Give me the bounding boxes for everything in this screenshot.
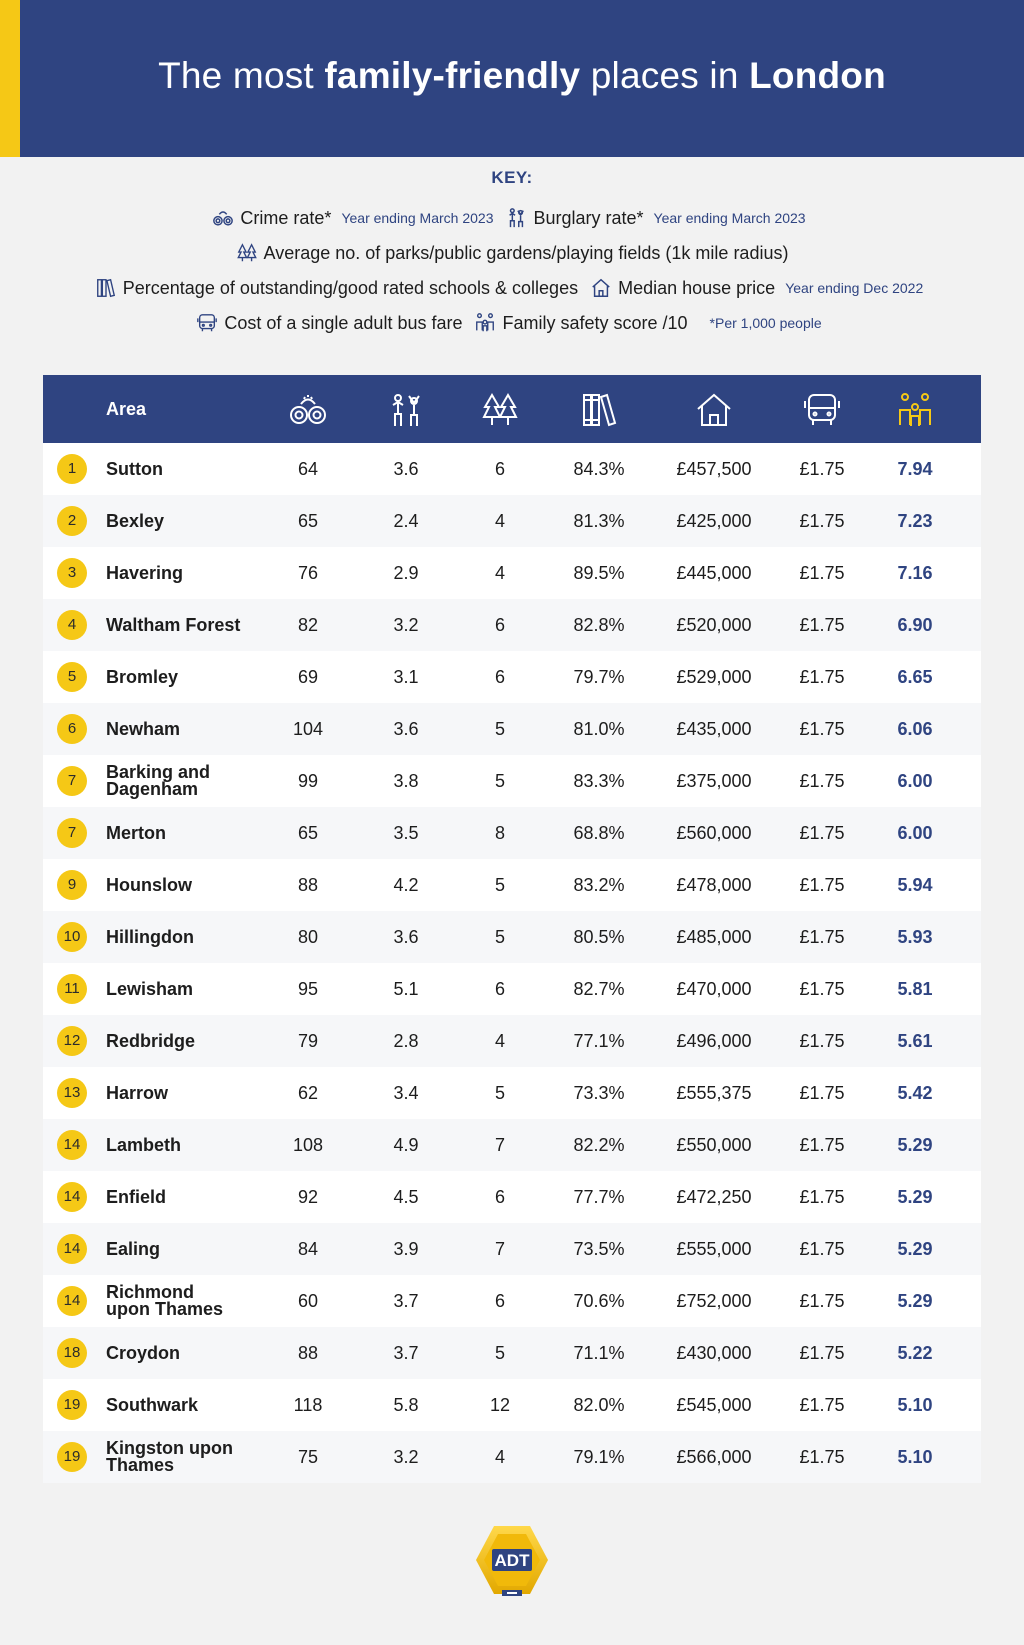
burglary-rate-cell: 3.8 <box>393 771 419 791</box>
burglary-rate-cell: 4.5 <box>393 1187 419 1207</box>
svg-text:ADT: ADT <box>494 1551 530 1570</box>
rank-badge: 1 <box>57 454 87 484</box>
burglary-rate-cell: 5.1 <box>393 979 419 999</box>
schools-cell: 81.3% <box>573 511 625 531</box>
family-icon <box>474 312 496 334</box>
crime-rate-cell: 80 <box>297 927 319 947</box>
crime-rate-cell: 62 <box>297 1083 319 1103</box>
burglary-rate-cell: 4.2 <box>393 875 419 895</box>
schools-cell: 82.8% <box>573 615 625 635</box>
safety-score-label: Family safety score /10 <box>502 312 688 333</box>
rank-badge: 7 <box>57 766 87 796</box>
burglary-rate-cell: 3.5 <box>393 823 419 843</box>
rank-badge: 9 <box>57 870 87 900</box>
area-name-cell: Bromley <box>106 666 179 687</box>
safety-score-cell: 5.29 <box>897 1291 933 1311</box>
house-price-cell: £430,000 <box>676 1343 752 1363</box>
table-row <box>43 1171 981 1223</box>
crime-rate-cell: 104 <box>292 719 324 739</box>
rank-badge: 6 <box>57 714 87 744</box>
safety-score-cell: 5.29 <box>897 1187 933 1207</box>
crime-rate-cell: 95 <box>297 979 319 999</box>
safety-score-cell: 7.16 <box>897 563 933 583</box>
parks-cell: 7 <box>494 1135 505 1155</box>
crime-rate-cell: 99 <box>297 771 319 791</box>
area-name-cell: Bexley <box>106 510 165 531</box>
house-price-label: Median house price <box>618 277 776 298</box>
parks-cell: 5 <box>494 771 505 791</box>
bus-icon <box>802 392 842 428</box>
safety-score-cell: 6.65 <box>897 667 933 687</box>
table-row <box>43 1275 981 1327</box>
rank-badge: 13 <box>57 1078 87 1108</box>
schools-cell: 77.1% <box>573 1031 625 1051</box>
table-row <box>43 1379 981 1431</box>
parks-cell: 5 <box>494 927 505 947</box>
schools-cell: 82.7% <box>573 979 625 999</box>
key-line-2 <box>0 235 1024 270</box>
bus-fare-cell: £1.75 <box>799 1187 845 1207</box>
bus-fare-cell: £1.75 <box>799 1395 845 1415</box>
crime-rate-cell: 88 <box>297 875 319 895</box>
parks-cell: 6 <box>494 667 505 687</box>
safety-score-cell: 6.06 <box>897 719 933 739</box>
area-name-cell: Redbridge <box>106 1030 196 1051</box>
rank-badge: 4 <box>57 610 87 640</box>
burglary-rate-cell: 3.9 <box>393 1239 419 1259</box>
house-price-cell: £752,000 <box>676 1291 752 1311</box>
house-price-cell: £545,000 <box>676 1395 752 1415</box>
table-row <box>43 1327 981 1379</box>
burglary-rate-cell: 2.9 <box>393 563 419 583</box>
schools-cell: 79.7% <box>573 667 625 687</box>
parks-cell: 8 <box>494 823 505 843</box>
family-icon <box>895 392 935 428</box>
crime-rate-cell: 65 <box>297 511 319 531</box>
safety-score-cell: 5.29 <box>897 1239 933 1259</box>
crime-rate-cell: 69 <box>297 667 319 687</box>
schools-cell: 73.3% <box>573 1083 625 1103</box>
bus-fare-cell: £1.75 <box>799 1291 845 1311</box>
house-price-cell: £478,000 <box>676 875 752 895</box>
table-row <box>43 651 981 703</box>
burglary-rate-cell: 4.9 <box>393 1135 419 1155</box>
bus-fare-cell: £1.75 <box>799 459 845 479</box>
bus-fare-cell: £1.75 <box>799 1343 845 1363</box>
house-price-cell: £529,000 <box>676 667 752 687</box>
bus-fare-cell: £1.75 <box>799 1083 845 1103</box>
parks-cell: 5 <box>494 1343 505 1363</box>
house-price-cell: £445,000 <box>676 563 752 583</box>
table-row <box>43 1223 981 1275</box>
house-price-cell: £496,000 <box>676 1031 752 1051</box>
house-price-cell: £550,000 <box>676 1135 752 1155</box>
schools-cell: 84.3% <box>573 459 625 479</box>
area-name-cell: Barking and Dagenham <box>106 762 211 799</box>
rank-badge: 18 <box>57 1338 87 1368</box>
bus-fare-cell: £1.75 <box>799 563 845 583</box>
burglary-rate-cell: 3.6 <box>393 927 419 947</box>
parks-label: Average no. of parks/public gardens/playing fields (1k mile radius) <box>263 242 789 263</box>
trees-icon <box>236 242 258 264</box>
burglary-rate-cell: 3.2 <box>393 615 419 635</box>
area-name-cell: Lewisham <box>106 978 194 999</box>
bus-fare-cell: £1.75 <box>799 511 845 531</box>
crime-rate-label: Crime rate* <box>240 207 332 228</box>
page-title: The most family-friendly places in London <box>158 55 886 96</box>
house-price-cell: £470,000 <box>676 979 752 999</box>
bus-fare-cell: £1.75 <box>799 1239 845 1259</box>
burglary-rate-period: Year ending March 2023 <box>653 209 806 226</box>
table-row <box>43 859 981 911</box>
key-legend <box>0 168 1024 340</box>
bus-fare-cell: £1.75 <box>799 979 845 999</box>
parks-cell: 12 <box>489 1395 511 1415</box>
safety-score-cell: 5.10 <box>897 1447 933 1467</box>
burglary-rate-cell: 3.4 <box>393 1083 419 1103</box>
parks-cell: 5 <box>494 875 505 895</box>
crime-rate-period: Year ending March 2023 <box>341 209 494 226</box>
area-name-cell: Merton <box>106 822 166 843</box>
schools-cell: 68.8% <box>573 823 625 843</box>
table-row <box>43 703 981 755</box>
safety-score-cell: 5.81 <box>897 979 933 999</box>
safety-score-cell: 7.94 <box>897 459 933 479</box>
area-name-cell: Hillingdon <box>106 926 194 947</box>
house-icon <box>694 392 734 428</box>
area-name-cell: Newham <box>106 718 181 739</box>
schools-cell: 83.2% <box>573 875 625 895</box>
burglary-rate-cell: 3.2 <box>393 1447 419 1467</box>
rank-badge: 19 <box>57 1390 87 1420</box>
crime-rate-cell: 84 <box>297 1239 319 1259</box>
area-name-cell: Harrow <box>106 1082 169 1103</box>
schools-label: Percentage of outstanding/good rated schools & colleges <box>122 277 579 298</box>
schools-cell: 80.5% <box>573 927 625 947</box>
parks-cell: 6 <box>494 979 505 999</box>
safety-score-cell: 5.29 <box>897 1135 933 1155</box>
safety-score-cell: 6.00 <box>897 771 933 791</box>
crime-rate-cell: 88 <box>297 1343 319 1363</box>
parks-cell: 4 <box>494 1031 505 1051</box>
schools-cell: 89.5% <box>573 563 625 583</box>
burglary-rate-cell: 5.8 <box>393 1395 419 1415</box>
safety-score-cell: 5.94 <box>897 875 933 895</box>
house-price-cell: £425,000 <box>676 511 752 531</box>
area-column-header: Area <box>106 399 147 419</box>
bus-fare-cell: £1.75 <box>799 667 845 687</box>
burglary-rate-label: Burglary rate* <box>533 207 644 228</box>
footnote: *Per 1,000 people <box>709 314 822 331</box>
rank-badge: 14 <box>57 1234 87 1264</box>
burglary-rate-cell: 3.1 <box>393 667 419 687</box>
safety-score-cell: 5.42 <box>897 1083 933 1103</box>
house-price-cell: £435,000 <box>676 719 752 739</box>
burglary-rate-cell: 3.6 <box>393 719 419 739</box>
house-price-cell: £375,000 <box>676 771 752 791</box>
house-price-period: Year ending Dec 2022 <box>785 279 924 296</box>
burglary-rate-cell: 2.8 <box>393 1031 419 1051</box>
bus-fare-cell: £1.75 <box>799 1031 845 1051</box>
crime-rate-cell: 82 <box>297 615 319 635</box>
area-name-cell: Sutton <box>106 458 163 479</box>
table-row <box>43 1119 981 1171</box>
schools-cell: 81.0% <box>573 719 625 739</box>
key-line-3 <box>0 270 1024 305</box>
adt-logo <box>474 1522 550 1600</box>
house-icon <box>590 277 612 299</box>
burglar-icon <box>386 392 426 428</box>
area-name-cell: Croydon <box>106 1342 180 1363</box>
crime-rate-cell: 76 <box>297 563 319 583</box>
bus-fare-cell: £1.75 <box>799 1135 845 1155</box>
parks-cell: 5 <box>494 1083 505 1103</box>
rank-badge: 14 <box>57 1182 87 1212</box>
rank-badge: 11 <box>57 974 87 1004</box>
table-row <box>43 807 981 859</box>
handcuffs-icon <box>212 207 234 229</box>
area-name-cell: Kingston upon Thames <box>106 1438 233 1475</box>
key-title: KEY: <box>491 168 533 187</box>
key-line-1 <box>0 200 1024 235</box>
crime-rate-cell: 60 <box>297 1291 319 1311</box>
rank-badge: 3 <box>57 558 87 588</box>
burglary-rate-cell: 2.4 <box>393 511 419 531</box>
parks-cell: 5 <box>494 719 505 739</box>
schools-cell: 70.6% <box>573 1291 625 1311</box>
area-name-cell: Richmond upon Thames <box>106 1282 224 1319</box>
rank-badge: 19 <box>57 1442 87 1472</box>
parks-cell: 6 <box>494 1187 505 1207</box>
area-name-cell: Southwark <box>106 1394 199 1415</box>
table-row <box>43 1015 981 1067</box>
bus-fare-cell: £1.75 <box>799 615 845 635</box>
header-banner <box>0 0 1024 157</box>
parks-cell: 6 <box>494 615 505 635</box>
table-body <box>43 443 981 1483</box>
bus-fare-label: Cost of a single adult bus fare <box>224 312 463 333</box>
table-row <box>43 599 981 651</box>
rank-badge: 7 <box>57 818 87 848</box>
schools-cell: 82.0% <box>573 1395 625 1415</box>
rank-badge: 10 <box>57 922 87 952</box>
books-icon <box>95 277 117 299</box>
rank-badge: 2 <box>57 506 87 536</box>
schools-cell: 71.1% <box>573 1343 625 1363</box>
schools-cell: 77.7% <box>573 1187 625 1207</box>
table-row <box>43 495 981 547</box>
bus-fare-cell: £1.75 <box>799 1447 845 1467</box>
bus-fare-cell: £1.75 <box>799 719 845 739</box>
parks-cell: 4 <box>494 511 505 531</box>
safety-score-cell: 5.22 <box>897 1343 933 1363</box>
table-row <box>43 443 981 495</box>
bus-fare-cell: £1.75 <box>799 875 845 895</box>
burglary-rate-cell: 3.6 <box>393 459 419 479</box>
safety-score-cell: 5.61 <box>897 1031 933 1051</box>
parks-cell: 4 <box>494 1447 505 1467</box>
house-price-cell: £472,250 <box>676 1187 752 1207</box>
parks-cell: 4 <box>494 563 505 583</box>
safety-score-cell: 7.23 <box>897 511 933 531</box>
table-row <box>43 755 981 807</box>
rank-badge: 12 <box>57 1026 87 1056</box>
area-name-cell: Hounslow <box>106 874 192 895</box>
crime-rate-cell: 108 <box>292 1135 324 1155</box>
bus-fare-cell: £1.75 <box>799 771 845 791</box>
crime-rate-cell: 118 <box>293 1395 323 1415</box>
table-row <box>43 547 981 599</box>
handcuffs-icon <box>288 392 328 428</box>
crime-rate-cell: 79 <box>297 1031 319 1051</box>
table-row <box>43 1067 981 1119</box>
bus-icon <box>196 312 218 334</box>
area-name-cell: Ealing <box>106 1238 161 1259</box>
house-price-cell: £520,000 <box>676 615 752 635</box>
table-row <box>43 963 981 1015</box>
crime-rate-cell: 92 <box>297 1187 319 1207</box>
area-name-cell: Havering <box>106 562 184 583</box>
house-price-cell: £485,000 <box>676 927 752 947</box>
burglary-rate-cell: 3.7 <box>393 1291 419 1311</box>
rank-badge: 14 <box>57 1130 87 1160</box>
table-row <box>43 911 981 963</box>
burglary-rate-cell: 3.7 <box>393 1343 419 1363</box>
schools-cell: 82.2% <box>573 1135 625 1155</box>
house-price-cell: £555,375 <box>676 1083 752 1103</box>
bus-fare-cell: £1.75 <box>799 823 845 843</box>
crime-rate-cell: 75 <box>297 1447 319 1467</box>
house-price-cell: £457,500 <box>676 459 752 479</box>
books-icon <box>579 392 619 428</box>
schools-cell: 83.3% <box>573 771 625 791</box>
table-row <box>43 1431 981 1483</box>
safety-score-cell: 5.93 <box>897 927 933 947</box>
crime-rate-cell: 65 <box>297 823 319 843</box>
safety-score-cell: 5.10 <box>897 1395 933 1415</box>
schools-cell: 79.1% <box>573 1447 625 1467</box>
area-name-cell: Lambeth <box>106 1134 182 1155</box>
bus-fare-cell: £1.75 <box>799 927 845 947</box>
area-name-cell: Enfield <box>106 1186 167 1207</box>
rank-badge: 14 <box>57 1286 87 1316</box>
table-header <box>43 375 981 443</box>
safety-score-cell: 6.90 <box>897 615 933 635</box>
schools-cell: 73.5% <box>573 1239 625 1259</box>
crime-rate-cell: 64 <box>297 459 319 479</box>
safety-score-cell: 6.00 <box>897 823 933 843</box>
house-price-cell: £555,000 <box>676 1239 752 1259</box>
parks-cell: 6 <box>494 459 505 479</box>
house-price-cell: £566,000 <box>676 1447 752 1467</box>
parks-cell: 7 <box>494 1239 505 1259</box>
house-price-cell: £560,000 <box>676 823 752 843</box>
area-name-cell: Waltham Forest <box>106 614 241 635</box>
trees-icon <box>480 392 520 428</box>
key-line-4 <box>0 305 1024 340</box>
burglar-icon <box>505 207 527 229</box>
rankings-table <box>43 375 981 1483</box>
parks-cell: 6 <box>494 1291 505 1311</box>
rank-badge: 5 <box>57 662 87 692</box>
accent-stripe <box>0 0 20 157</box>
